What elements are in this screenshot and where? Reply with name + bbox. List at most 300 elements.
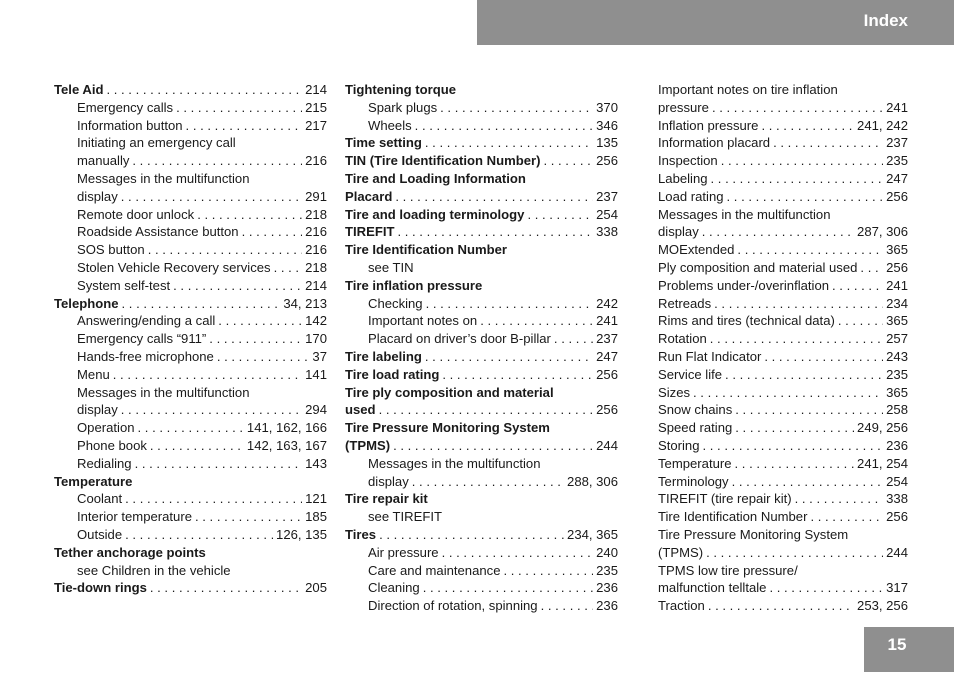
dot-leader [423,579,593,597]
index-page-refs[interactable]: 215 [305,99,327,115]
index-entry [658,473,908,491]
index-entry [54,384,327,402]
index-term: Rims and tires (technical data) [658,313,835,329]
dot-leader [209,330,302,348]
dot-leader [860,259,883,277]
index-page-refs[interactable]: 244 [596,437,618,453]
index-term: see TIN [368,259,414,275]
index-column-2 [345,81,618,615]
index-term: Speed rating [658,420,733,436]
dot-leader [735,455,855,473]
dot-leader [706,544,883,562]
index-page-refs[interactable]: 185 [305,509,327,525]
dot-leader [541,597,594,615]
index-term: Phone book [77,437,147,453]
dot-leader [173,277,302,295]
index-page-refs[interactable]: 243 [886,348,908,364]
index-page-refs[interactable]: 126, 135 [276,526,327,542]
index-page-refs[interactable]: 214 [305,277,327,293]
index-term: Traction [658,598,705,614]
index-term: Tightening torque [345,82,457,97]
index-page-refs[interactable]: 287, 306 [857,224,908,240]
index-page-refs[interactable]: 365 [886,242,908,258]
dot-leader [425,134,593,152]
index-page-refs[interactable]: 170 [305,331,327,347]
index-term: Tire and Loading Information [345,170,526,186]
dot-leader [838,312,883,330]
index-term: Messages in the multifunction [77,170,250,186]
dot-leader [527,206,593,224]
index-entry [658,490,908,508]
index-entry [54,312,327,330]
index-term: Interior temperature [77,509,192,525]
index-term: Checking [368,295,423,311]
index-entry [54,419,327,437]
index-page-refs[interactable]: 234 [886,295,908,311]
index-page-refs[interactable]: 34, 213 [283,295,327,311]
index-term: Spark plugs [368,99,438,115]
index-term: Temperature [658,455,732,471]
index-entry [658,188,908,206]
index-term: display [77,188,118,204]
page-number-tab [864,627,954,672]
index-entry [345,277,618,295]
dot-leader [125,490,302,508]
index-page-refs[interactable]: 235 [886,153,908,169]
index-term: Direction of rotation, spinning [368,598,538,614]
index-page-refs[interactable]: 241, 242 [857,117,908,133]
dot-leader [186,117,303,135]
index-term: Important notes on tire inflation [658,82,838,97]
index-term: Snow chains [658,402,733,418]
dot-leader [712,99,883,117]
page-number: 15 [887,635,907,654]
dot-leader [727,188,884,206]
index-entry [658,117,908,135]
index-page-refs[interactable]: 258 [886,402,908,418]
index-term: Tire Identification Number [658,509,808,525]
index-page-refs[interactable]: 142, 163, 167 [246,437,327,453]
index-term: Tire load rating [345,366,440,382]
dot-leader [543,152,593,170]
index-term: pressure [658,99,709,115]
index-term: see Children in the vehicle [77,562,231,578]
dot-leader [554,330,593,348]
index-page-refs[interactable]: 216 [305,224,327,240]
dot-leader [197,206,302,224]
index-term: Hands-free microphone [77,348,214,364]
index-term: Tether anchorage points [54,544,206,560]
index-entry [345,81,618,99]
dot-leader [761,117,854,135]
index-page-refs[interactable]: 338 [886,491,908,507]
index-term: Stolen Vehicle Recovery services [77,259,271,275]
index-entry [658,544,908,562]
index-entry [54,544,327,562]
dot-leader [125,526,273,544]
dot-leader [379,401,594,419]
index-entry [54,223,327,241]
index-page-refs[interactable]: 257 [886,331,908,347]
dot-leader [121,188,302,206]
index-page-refs[interactable]: 254 [886,473,908,489]
index-term: TIREFIT [345,224,395,240]
index-page-refs[interactable]: 244 [886,544,908,560]
index-entry [345,490,618,508]
index-page-refs[interactable]: 256 [886,259,908,275]
dot-leader [480,312,593,330]
index-term: Wheels [368,117,412,133]
dot-leader [218,312,302,330]
dot-leader [132,152,302,170]
index-page-refs[interactable]: 256 [596,402,618,418]
index-page-refs[interactable]: 141, 162, 166 [246,420,327,436]
dot-leader [711,170,884,188]
index-page-refs[interactable]: 218 [305,206,327,222]
dot-leader [440,99,593,117]
index-page-refs[interactable]: 241 [596,313,618,329]
index-page-refs[interactable]: 317 [886,580,908,596]
index-term: Tire ply composition and material [345,384,554,400]
index-entry [658,508,908,526]
index-page-refs[interactable]: 141 [305,366,327,382]
dot-leader [274,259,303,277]
index-term: Load rating [658,188,724,204]
index-page-refs[interactable]: 241 [886,277,908,293]
index-term: (TPMS) [658,544,704,560]
index-entry [658,312,908,330]
index-entry [54,562,327,580]
index-term: display [77,402,118,418]
index-entry [345,384,618,402]
index-term: Sizes [658,384,691,400]
index-page-refs[interactable]: 217 [305,117,327,133]
index-term: Initiating an emergency call [77,135,236,151]
index-entry [345,473,618,491]
index-entry [658,81,908,99]
index-entry [658,579,908,597]
dot-leader [764,348,883,366]
index-page-refs[interactable]: 234, 365 [567,526,618,542]
index-page-refs[interactable]: 253, 256 [857,598,908,614]
index-term: used [345,402,376,418]
index-page-refs[interactable]: 288, 306 [567,473,618,489]
index-column-1 [54,81,327,597]
index-page-refs[interactable]: 346 [596,117,618,133]
index-entry [345,437,618,455]
index-term: Retreads [658,295,712,311]
index-page-refs[interactable]: 235 [596,562,618,578]
index-entry [658,330,908,348]
index-entry [658,295,908,313]
index-entry [54,508,327,526]
dot-leader [150,579,302,597]
index-term: Tire labeling [345,348,422,364]
index-term: Information button [77,117,183,133]
index-page-refs[interactable]: 256 [886,188,908,204]
index-entry [658,259,908,277]
dot-leader [426,295,594,313]
index-page-refs[interactable]: 214 [305,82,327,97]
index-entry [54,526,327,544]
dot-leader [810,508,883,526]
index-term: Care and maintenance [368,562,501,578]
index-page-refs[interactable]: 237 [596,331,618,347]
index-term: Messages in the multifunction [368,455,541,471]
index-entry [345,562,618,580]
index-term: Messages in the multifunction [77,384,250,400]
index-entry [345,508,618,526]
index-term: Storing [658,437,700,453]
dot-leader [195,508,302,526]
index-entry [54,277,327,295]
index-page-refs[interactable]: 291 [305,188,327,204]
index-page-refs[interactable]: 247 [886,170,908,186]
index-term: Tires [345,526,377,542]
index-term: see TIREFIT [368,509,442,525]
index-entry [345,348,618,366]
dot-leader [176,99,302,117]
index-term: Tie-down rings [54,580,147,596]
dot-leader [735,401,883,419]
index-entry [658,348,908,366]
dot-leader [693,384,883,402]
dot-leader [217,348,310,366]
dot-leader [122,295,281,313]
dot-leader [395,188,593,206]
index-entry [658,384,908,402]
index-term: Ply composition and material used [658,259,858,275]
index-term: SOS button [77,242,145,258]
index-page-refs[interactable]: 256 [886,509,908,525]
index-page-refs[interactable]: 237 [886,135,908,151]
dot-leader [769,579,883,597]
index-term: Operation [77,420,135,436]
index-term: Remote door unlock [77,206,195,222]
dot-leader [442,366,593,384]
dot-leader [737,241,883,259]
index-page-refs[interactable]: 365 [886,384,908,400]
index-entry [658,366,908,384]
index-term: Important notes on [368,313,478,329]
dot-leader [150,437,244,455]
index-entry [54,348,327,366]
index-term: MOExtended [658,242,735,258]
index-term: Messages in the multifunction [658,206,831,222]
index-page-refs[interactable]: 143 [305,455,327,471]
index-page-refs[interactable]: 237 [596,188,618,204]
index-page-refs[interactable]: 236 [596,580,618,596]
index-entry [54,241,327,259]
index-term: Temperature [54,473,133,489]
index-entry [345,295,618,313]
index-entry [54,134,327,152]
index-page-refs[interactable]: 242 [596,295,618,311]
index-term: Run Flat Indicator [658,348,762,364]
index-term: TIREFIT (tire repair kit) [658,491,792,507]
index-entry [658,134,908,152]
dot-leader [379,526,564,544]
index-page-refs[interactable]: 370 [596,99,618,115]
index-entry [658,99,908,117]
index-entry [54,206,327,224]
index-entry [658,419,908,437]
index-term: Labeling [658,170,708,186]
index-entry [345,419,618,437]
index-entry [658,562,908,580]
index-page-refs[interactable]: 254 [596,206,618,222]
index-page-refs[interactable]: 241, 254 [857,455,908,471]
index-page-refs[interactable]: 294 [305,402,327,418]
index-entry [54,295,327,313]
index-term: Tire Identification Number [345,242,507,258]
index-page-refs[interactable]: 121 [305,491,327,507]
index-entry [54,117,327,135]
index-term: Redialing [77,455,132,471]
index-page-refs[interactable]: 142 [305,313,327,329]
index-term: Roadside Assistance button [77,224,239,240]
index-term: Emergency calls “911” [77,331,207,347]
index-entry [658,223,908,241]
index-page-refs[interactable]: 236 [886,437,908,453]
dot-leader [708,597,854,615]
index-term: Air pressure [368,544,439,560]
dot-leader [121,401,302,419]
index-entry [345,597,618,615]
section-title: Index [863,11,908,30]
dot-leader [735,419,854,437]
index-entry [658,437,908,455]
dot-leader [725,366,883,384]
index-term: System self-test [77,277,171,293]
index-entry [345,223,618,241]
index-term: Telephone [54,295,119,311]
dot-leader [773,134,883,152]
index-entry [345,152,618,170]
dot-leader [412,473,564,491]
index-entry [345,134,618,152]
index-entry [54,81,327,99]
index-term: Information placard [658,135,771,151]
index-entry [345,455,618,473]
index-term: Answering/ending a call [77,313,216,329]
index-entry [54,401,327,419]
index-page-refs[interactable]: 256 [596,153,618,169]
index-page-refs[interactable]: 236 [596,598,618,614]
index-page-refs[interactable]: 218 [305,259,327,275]
index-entry [345,366,618,384]
dot-leader [425,348,593,366]
index-term: TIN (Tire Identification Number) [345,153,541,169]
index-term: display [658,224,699,240]
index-page-refs[interactable]: 240 [596,544,618,560]
index-entry [345,401,618,419]
index-entry [54,490,327,508]
index-entry [345,206,618,224]
dot-leader [703,437,884,455]
index-entry [345,312,618,330]
index-term: Cleaning [368,580,420,596]
dot-leader [397,223,593,241]
dot-leader [503,562,593,580]
index-term: display [368,473,409,489]
index-term: Coolant [77,491,123,507]
index-entry [658,401,908,419]
index-term: manually [77,153,130,169]
index-page-refs[interactable]: 216 [305,242,327,258]
index-page-refs[interactable]: 241 [886,99,908,115]
index-page-refs[interactable]: 205 [305,580,327,596]
index-page-refs[interactable]: 216 [305,153,327,169]
index-term: Emergency calls [77,99,174,115]
index-page-refs[interactable]: 338 [596,224,618,240]
index-entry [54,330,327,348]
dot-leader [702,223,854,241]
index-term: Outside [77,526,123,542]
index-entry [658,152,908,170]
index-entry [54,455,327,473]
index-term: Service life [658,366,723,382]
index-entry [658,597,908,615]
dot-leader [832,277,883,295]
dot-leader [710,330,883,348]
index-entry [345,544,618,562]
index-term: (TPMS) [345,437,391,453]
index-term: malfunction telltale [658,580,767,596]
index-entry [345,330,618,348]
index-entry [658,277,908,295]
dot-leader [721,152,883,170]
dot-leader [795,490,884,508]
dot-leader [732,473,884,491]
index-term: Tire and loading terminology [345,206,525,222]
index-page-refs[interactable]: 249, 256 [857,420,908,436]
index-page-refs[interactable]: 256 [596,366,618,382]
index-entry [658,241,908,259]
index-term: TPMS low tire pressure/ [658,562,798,578]
index-entry [54,188,327,206]
index-page-refs[interactable]: 235 [886,366,908,382]
index-entry [345,241,618,259]
dot-leader [113,366,302,384]
index-entry [54,579,327,597]
dot-leader [106,81,302,99]
index-term: Tire Pressure Monitoring System [658,526,849,542]
index-entry [345,170,618,188]
index-entry [54,99,327,117]
index-entry [345,99,618,117]
index-page-refs[interactable]: 135 [596,135,618,151]
index-term: Placard [345,188,393,204]
index-entry [345,259,618,277]
dot-leader [714,295,883,313]
dot-leader [393,437,593,455]
index-term: Time setting [345,135,422,151]
index-entry [345,526,618,544]
index-entry [345,579,618,597]
index-term: Inspection [658,153,718,169]
index-page-refs[interactable]: 365 [886,313,908,329]
index-entry [658,526,908,544]
index-term: Terminology [658,473,729,489]
index-page-refs[interactable]: 37 [312,348,327,364]
index-page-refs[interactable]: 247 [596,348,618,364]
dot-leader [135,455,303,473]
index-term: Rotation [658,331,707,347]
index-entry [54,170,327,188]
dot-leader [138,419,244,437]
index-entry [658,455,908,473]
